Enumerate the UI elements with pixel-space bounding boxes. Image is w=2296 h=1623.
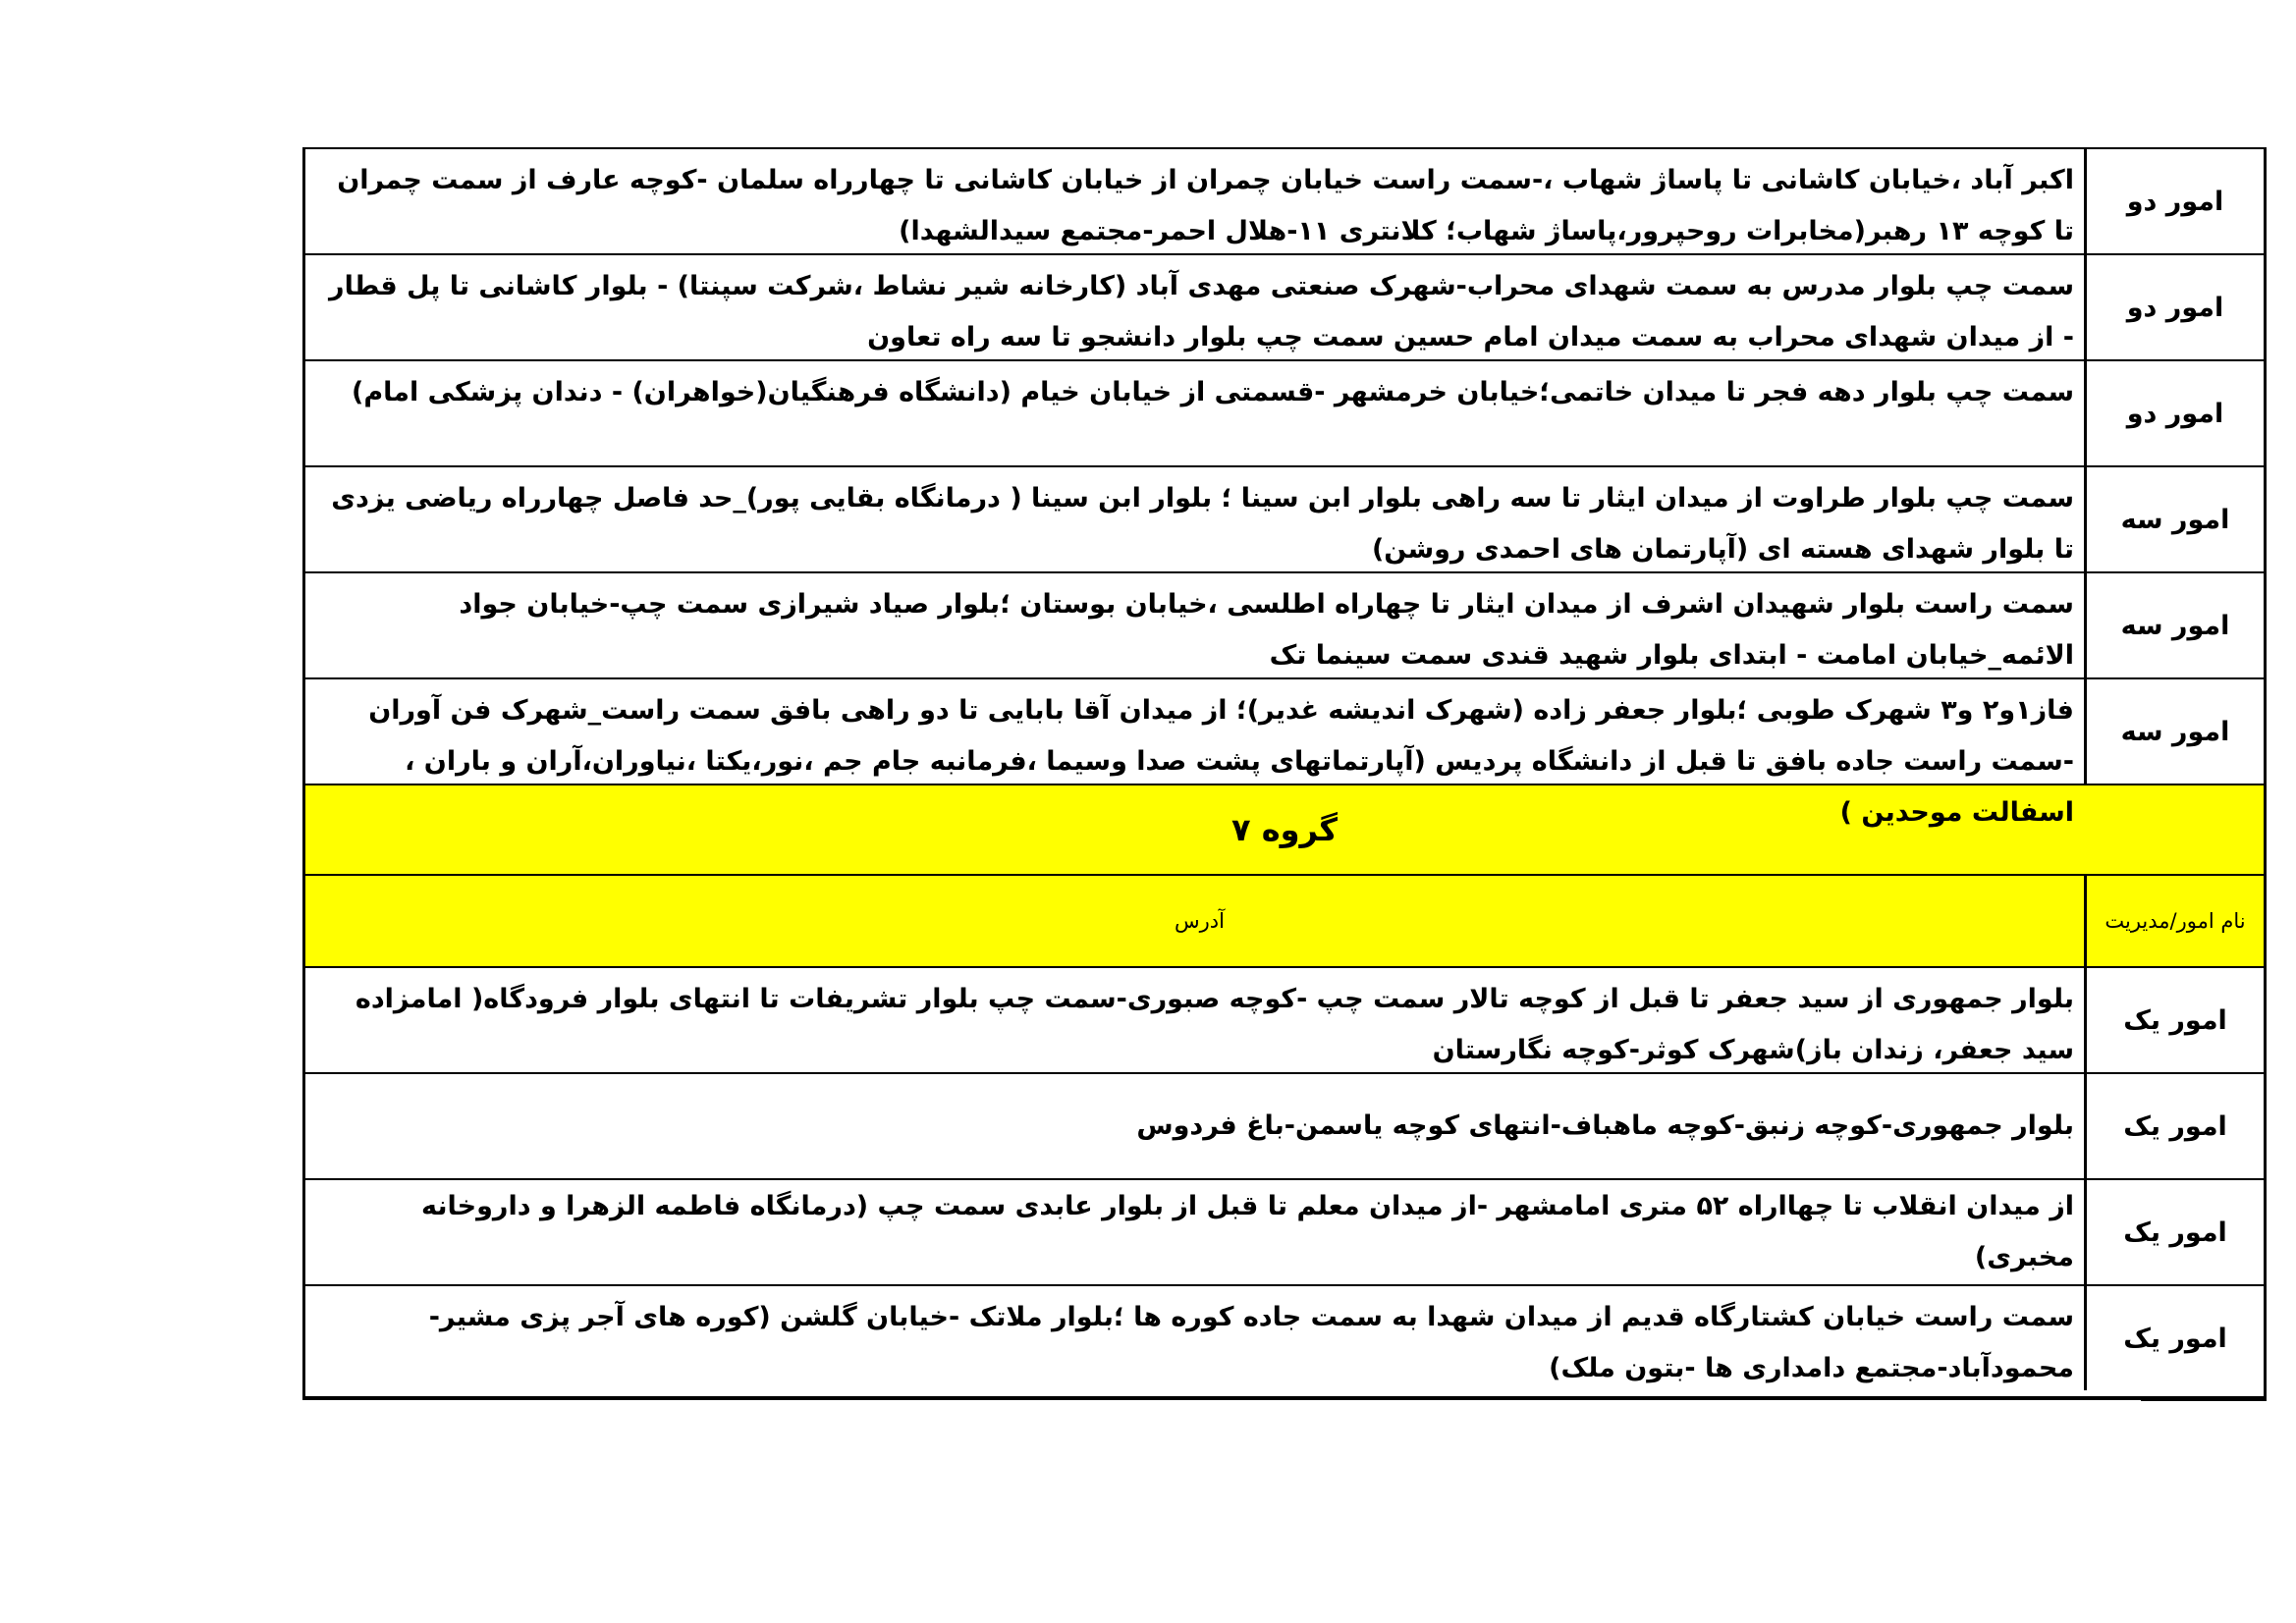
address-cell: بلوار جمهوری از سید جعفر تا قبل از کوچه تالار سمت چپ -کوچه صبوری-سمت چپ بلوار تشریفات تا انتهای بلوار فرودگاه( امامزاده سید جعفر، زندان باز)شهرک کوثر-کوچه نگارستان (355, 984, 2074, 1065)
table-row (305, 465, 2264, 571)
address-table (302, 147, 2267, 1400)
address-cell: سمت راست بلوار شهیدان اشرف از میدان ایثار تا چهاراه اطلسی ،خیابان بوستان ؛بلوار صیاد شیرازی سمت چپ-خیابان جواد الائمه_خیابان امامت - ابتدای بلوار شهید قندی سمت سینما تک (459, 589, 2074, 671)
address-cell: از میدان انقلاب تا چهااراه ۵۲ متری امامشهر -از میدان معلم تا قبل از بلوار عابدی سمت چپ (درمانگاه فاطمه الزهرا و داروخانه مخبری) (421, 1191, 2074, 1272)
address-cell: سمت چپ بلوار دهه فجر تا میدان خاتمی؛خیابان خرمشهر -قسمتی از خیابان خیام (دانشگاه فرهنگیان(خواهران) - دندان پزشکی امام) (352, 377, 2074, 407)
table-bottom-rule (2141, 1398, 2267, 1401)
address-cell: فاز۱و۲ و۳ شهرک طوبی ؛بلوار جعفر زاده (شهرک اندیشه غدیر)؛ از میدان آقا بابایی تا دو راهی بافق سمت راست_شهرک فن آوران -سمت راست جاده بافق تا قبل از دانشگاه پردیس (آپارتماتهای پشت صدا وسیما ،فرمانبه جام جم ،نور،یکتا ،نیاوران،آران و باران ، اسفالت موحدین ) (368, 695, 2074, 828)
unit-name-cell: امور دو (2084, 361, 2264, 465)
address-cell: سمت چپ بلوار مدرس به سمت شهدای محراب-شهرک صنعتی مهدی آباد (کارخانه شیر نشاط ،شرکت سپنتا) - بلوار کاشانی تا پل قطار - از میدان شهدای محراب به سمت میدان امام حسین سمت چپ بلوار دانشجو تا سه راه تعاون (329, 271, 2074, 352)
table-row (305, 966, 2264, 1072)
unit-name-cell: امور سه (2084, 573, 2264, 677)
address-cell: سمت چپ بلوار طراوت از میدان ایثار تا سه راهی بلوار ابن سینا ؛ بلوار ابن سینا ( درمانگاه بقایی پور)_حد فاصل چهارراه ریاضی یزدی تا بلوار شهدای هسته ای (آپارتمان های احمدی روشن) (331, 483, 2074, 565)
group-title: گروه ۷ (1231, 811, 1338, 848)
table-row (305, 1178, 2264, 1284)
table-row (305, 359, 2264, 465)
unit-name-cell: امور دو (2084, 149, 2264, 253)
column-header-name: نام امور/مدیریت (2084, 876, 2264, 966)
address-cell: سمت راست خیابان کشتارگاه قدیم از میدان شهدا به سمت جاده کوره ها ؛بلوار ملاتک -خیابان گلشن (کوره های آجر پزی مشیر-محمودآباد-مجتمع دامداری ها -بتون ملک) (428, 1302, 2074, 1383)
unit-name-cell: امور یک (2084, 1180, 2264, 1284)
table-row (305, 677, 2264, 828)
unit-name-cell: امور یک (2084, 1286, 2264, 1390)
table-row (305, 571, 2264, 677)
unit-name-cell: امور یک (2084, 968, 2264, 1072)
address-cell: اکبر آباد ،خیابان کاشانی تا پاساژ شهاب ،-سمت راست خیابان چمران از خیابان کاشانی تا چهارراه سلمان -کوچه عارف از سمت چمران تا کوچه ۱۳ رهبر(مخابرات روحپرور،پاساژ شهاب؛ کلانتری ۱۱-هلال احمر-مجتمع سیدالشهدا) (337, 165, 2074, 246)
unit-name-cell: امور سه (2084, 679, 2264, 784)
table-row (305, 253, 2264, 359)
table-row (305, 1284, 2264, 1390)
address-cell: بلوار جمهوری-کوچه زنبق-کوچه ماهباف-انتهای کوچه یاسمن-باغ فردوس (1136, 1110, 2074, 1141)
unit-name-cell: امور دو (2084, 255, 2264, 359)
column-header-address: آدرس (1175, 909, 1225, 933)
unit-name-cell: امور سه (2084, 467, 2264, 571)
table-row (305, 1072, 2264, 1178)
unit-name-cell: امور یک (2084, 1074, 2264, 1178)
table-row (305, 147, 2264, 253)
table-header-row (305, 874, 2264, 966)
